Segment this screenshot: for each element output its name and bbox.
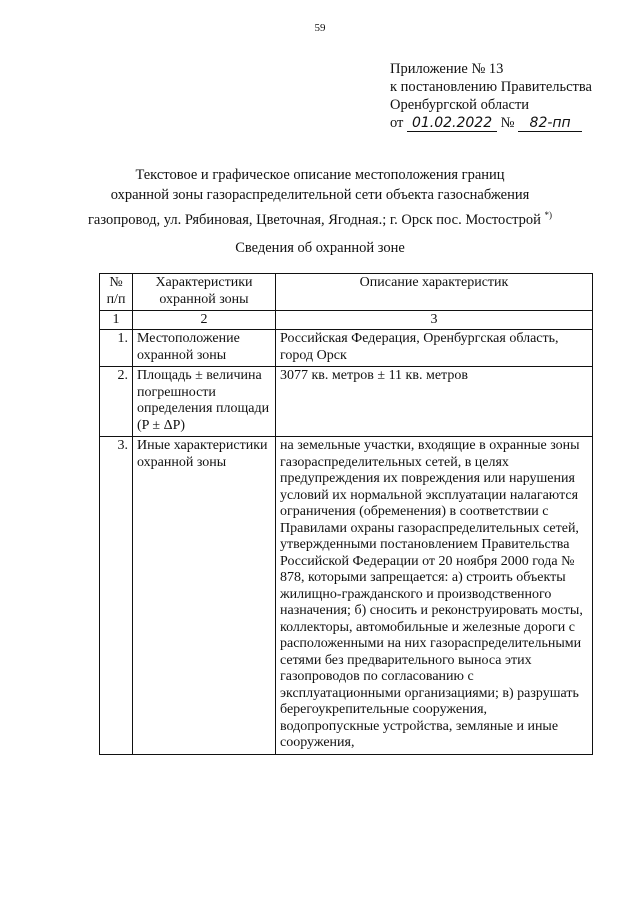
row-number: 3.: [100, 437, 133, 755]
column-number-3: 3: [276, 311, 593, 330]
handwritten-number: 82-пп: [518, 116, 582, 132]
row-description: Российская Федерация, Оренбургская область, город Орск: [276, 330, 593, 367]
handwritten-date: 01.02.2022: [407, 116, 497, 132]
row-description: на земельные участки, входящие в охранные зоны газораспределительных сетей, в целях предупреждения их повреждения или нарушения условий их нормальной эксплуатации налагаются ограничения (обременения) в соответствии с Правилами охраны газораспределительных сетей, утвержденными постановлением Правительства Российской Федерации от 20 ноября 2000 года № 878, которыми запрещается: а) строить объекты жилищно-гражданского и производственного назначения; б) сносить и реконструировать мосты, коллекторы, автомобильные и железные дороги с расположенными на них газораспределительными сетями без предварительного выноса этих газопроводов по согласованию с эксплуатационными организациями; в) разрушать берегоукрепительные сооружения, водопропускные устройства, земляные и иные сооружения,: [276, 437, 593, 755]
appendix-reference: к постановлению Правительства: [390, 79, 592, 95]
title-line-3-text: газопровод, ул. Рябиновая, Цветочная, Ягодная.; г. Орск пос. Мостострой: [87, 211, 541, 228]
page-number: 59: [314, 22, 326, 34]
row-number: 2.: [100, 367, 133, 437]
header-description: Описание характеристик: [276, 274, 593, 311]
table-row: [100, 367, 593, 437]
footnote-mark: *): [544, 210, 552, 220]
column-number-1: 1: [100, 311, 133, 330]
column-number-row: [100, 311, 593, 330]
number-prefix: №: [500, 115, 515, 131]
title-line-1: Текстовое и графическое описание местоположения границ: [135, 167, 505, 183]
row-characteristic: Площадь ± величина погрешности определения площади (P ± ΔP): [133, 367, 276, 437]
appendix-date-line: [390, 114, 592, 132]
row-number: 1.: [100, 330, 133, 367]
section-subtitle: Сведения об охранной зоне: [235, 240, 405, 256]
header-characteristics: Характеристики охранной зоны: [133, 274, 276, 311]
appendix-region: Оренбургской области: [390, 97, 530, 113]
row-description: 3077 кв. метров ± 11 кв. метров: [276, 367, 593, 437]
table-header-row: [100, 274, 593, 311]
table-row: [100, 437, 593, 755]
appendix-title: Приложение № 13: [390, 61, 504, 77]
row-characteristic: Иные характеристики охранной зоны: [133, 437, 276, 755]
header-number: № п/п: [100, 274, 133, 311]
title-line-3: [0, 205, 640, 230]
row-characteristic: Местоположение охранной зоны: [133, 330, 276, 367]
zone-info-table: [99, 273, 593, 755]
table-row: [100, 330, 593, 367]
appendix-block: [390, 60, 592, 132]
document-title: [0, 165, 640, 230]
title-line-2: охранной зоны газораспределительной сети объекта газоснабжения: [110, 187, 530, 203]
column-number-2: 2: [133, 311, 276, 330]
date-prefix: от: [390, 115, 404, 131]
